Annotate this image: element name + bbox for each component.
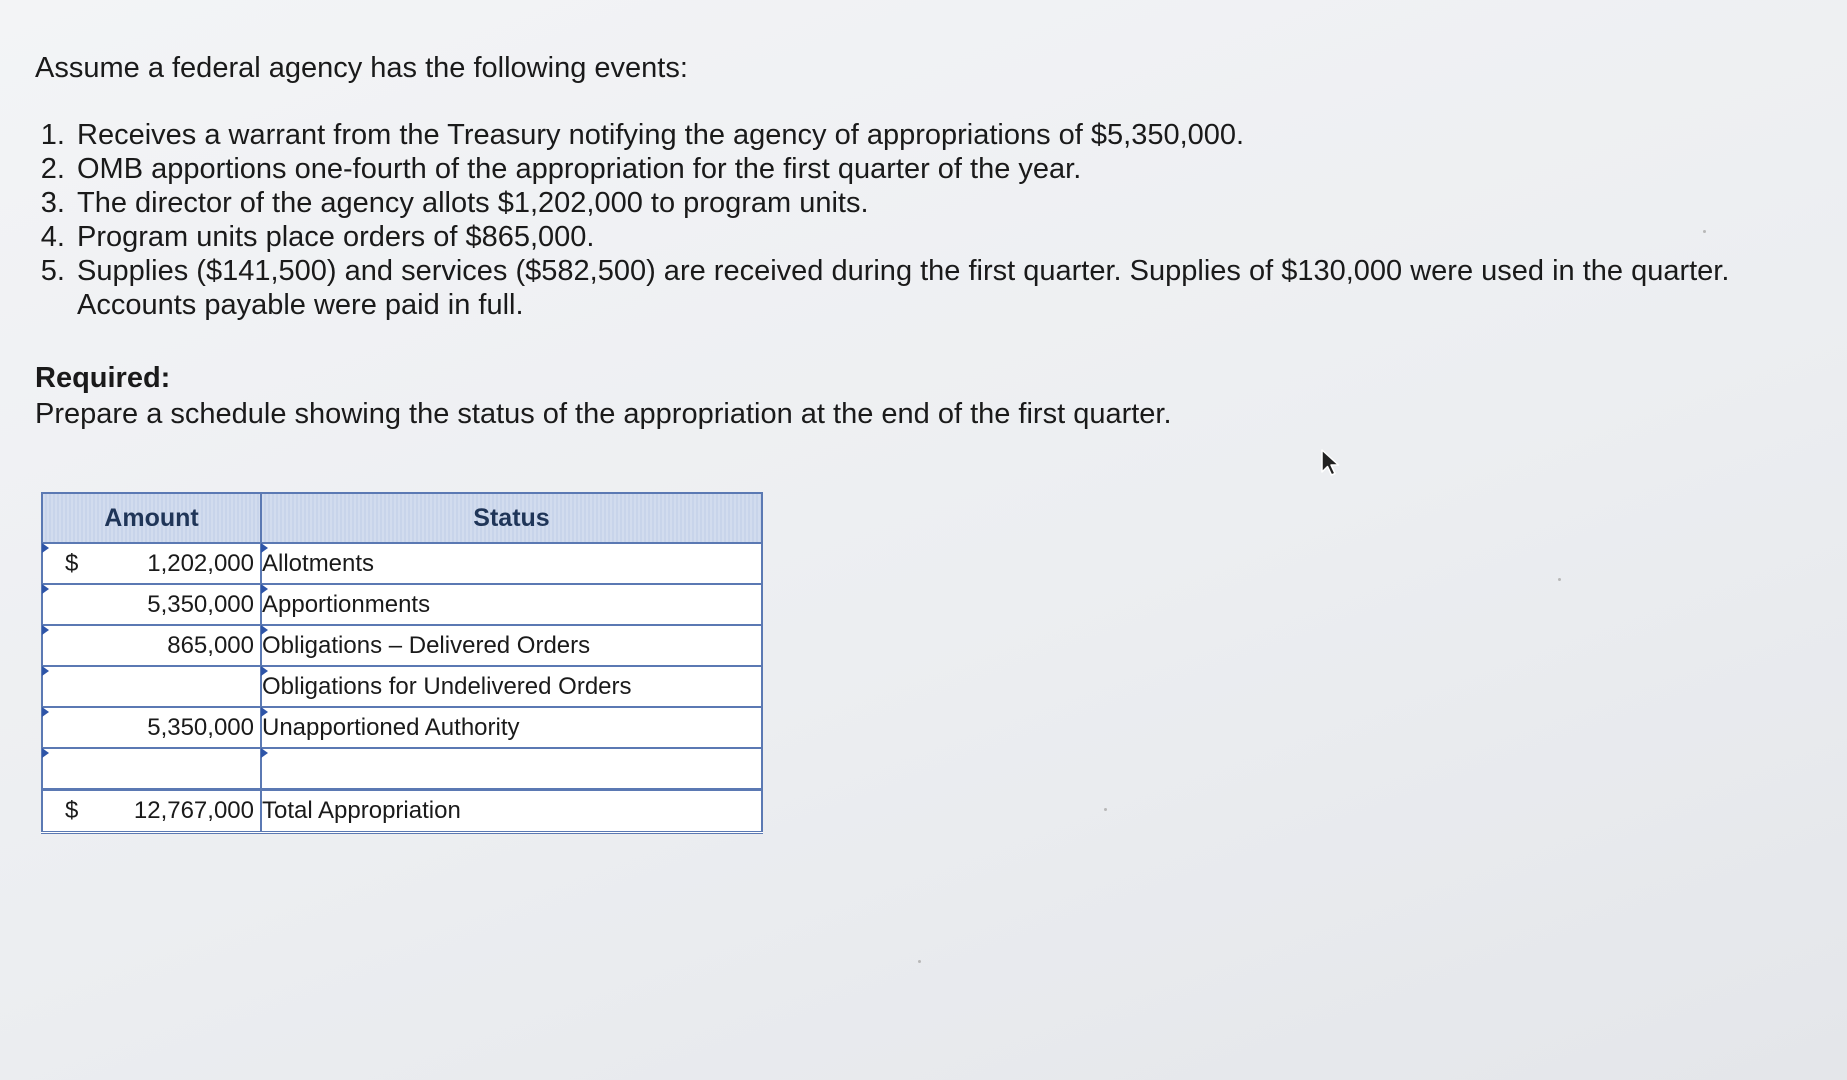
amount-value: 1,202,000 <box>147 549 254 577</box>
total-amount-cell <box>42 790 261 833</box>
required-heading: Required: <box>35 361 171 394</box>
amount-input-cell[interactable] <box>42 543 261 584</box>
question-content <box>35 50 1795 432</box>
cell-marker-icon <box>42 666 49 676</box>
intro-text: Assume a federal agency has the following events: <box>35 52 688 84</box>
dollar-sign: $ <box>65 797 79 824</box>
total-row <box>42 790 762 833</box>
cell-marker-icon <box>42 707 49 717</box>
status-dropdown-cell[interactable] <box>261 748 762 790</box>
dollar-sign: $ <box>65 549 79 577</box>
amount-header: Amount <box>42 493 261 543</box>
table-row <box>42 707 762 748</box>
table-row <box>42 625 762 666</box>
status-value: Obligations – Delivered Orders <box>262 631 591 659</box>
table-row <box>42 584 762 625</box>
table-row <box>42 666 762 707</box>
event-item: 3. The director of the agency allots $1,202,000 to program units. <box>73 186 1795 220</box>
screen-speck <box>1703 230 1706 233</box>
cell-marker-icon <box>261 543 268 553</box>
cell-marker-icon <box>261 584 268 594</box>
screen-speck <box>1104 808 1107 811</box>
required-text: Prepare a schedule showing the status of the appropriation at the end of the first quarter. <box>35 397 1172 430</box>
amount-input-cell[interactable] <box>42 666 261 707</box>
total-label: Total Appropriation <box>262 797 461 824</box>
status-dropdown-cell[interactable] <box>261 707 762 748</box>
events-list <box>35 118 1795 322</box>
cell-marker-icon <box>42 584 49 594</box>
status-value: Obligations for Undelivered Orders <box>262 672 632 700</box>
required-section <box>35 360 1795 432</box>
status-dropdown-cell[interactable] <box>261 666 762 707</box>
event-item: 4. Program units place orders of $865,000. <box>73 220 1795 254</box>
amount-input-cell[interactable] <box>42 584 261 625</box>
amount-value: 5,350,000 <box>147 713 254 741</box>
event-item: 1. Receives a warrant from the Treasury notifying the agency of appropriations of $5,350,000. <box>73 118 1795 152</box>
screen-speck <box>918 960 921 963</box>
amount-value: 5,350,000 <box>147 590 254 618</box>
cell-marker-icon <box>261 666 268 676</box>
cell-marker-icon <box>261 748 268 758</box>
cell-marker-icon <box>42 625 49 635</box>
event-item: 5. Supplies ($141,500) and services ($582,500) are received during the first quarter. Supplies of $130,000 were used in the quarter. Accounts payable were paid in full. <box>73 254 1795 322</box>
status-value: Apportionments <box>262 590 431 618</box>
table-row <box>42 543 762 584</box>
amount-value: 865,000 <box>167 631 254 659</box>
cell-marker-icon <box>261 707 268 717</box>
event-item: 2. OMB apportions one-fourth of the appropriation for the first quarter of the year. <box>73 152 1795 186</box>
table-row <box>42 748 762 790</box>
status-value: Allotments <box>262 549 375 577</box>
status-dropdown-cell[interactable] <box>261 584 762 625</box>
total-amount-value: 12,767,000 <box>133 797 254 824</box>
status-header: Status <box>261 493 762 543</box>
amount-input-cell[interactable] <box>42 707 261 748</box>
total-label-cell <box>261 790 762 833</box>
amount-input-cell[interactable] <box>42 748 261 790</box>
appropriation-schedule-table <box>41 492 763 834</box>
cell-marker-icon <box>261 625 268 635</box>
cell-marker-icon <box>42 748 49 758</box>
status-dropdown-cell[interactable] <box>261 543 762 584</box>
amount-input-cell[interactable] <box>42 625 261 666</box>
cell-marker-icon <box>42 543 49 553</box>
status-value: Unapportioned Authority <box>262 713 520 741</box>
screen-speck <box>1558 578 1561 581</box>
status-dropdown-cell[interactable] <box>261 625 762 666</box>
